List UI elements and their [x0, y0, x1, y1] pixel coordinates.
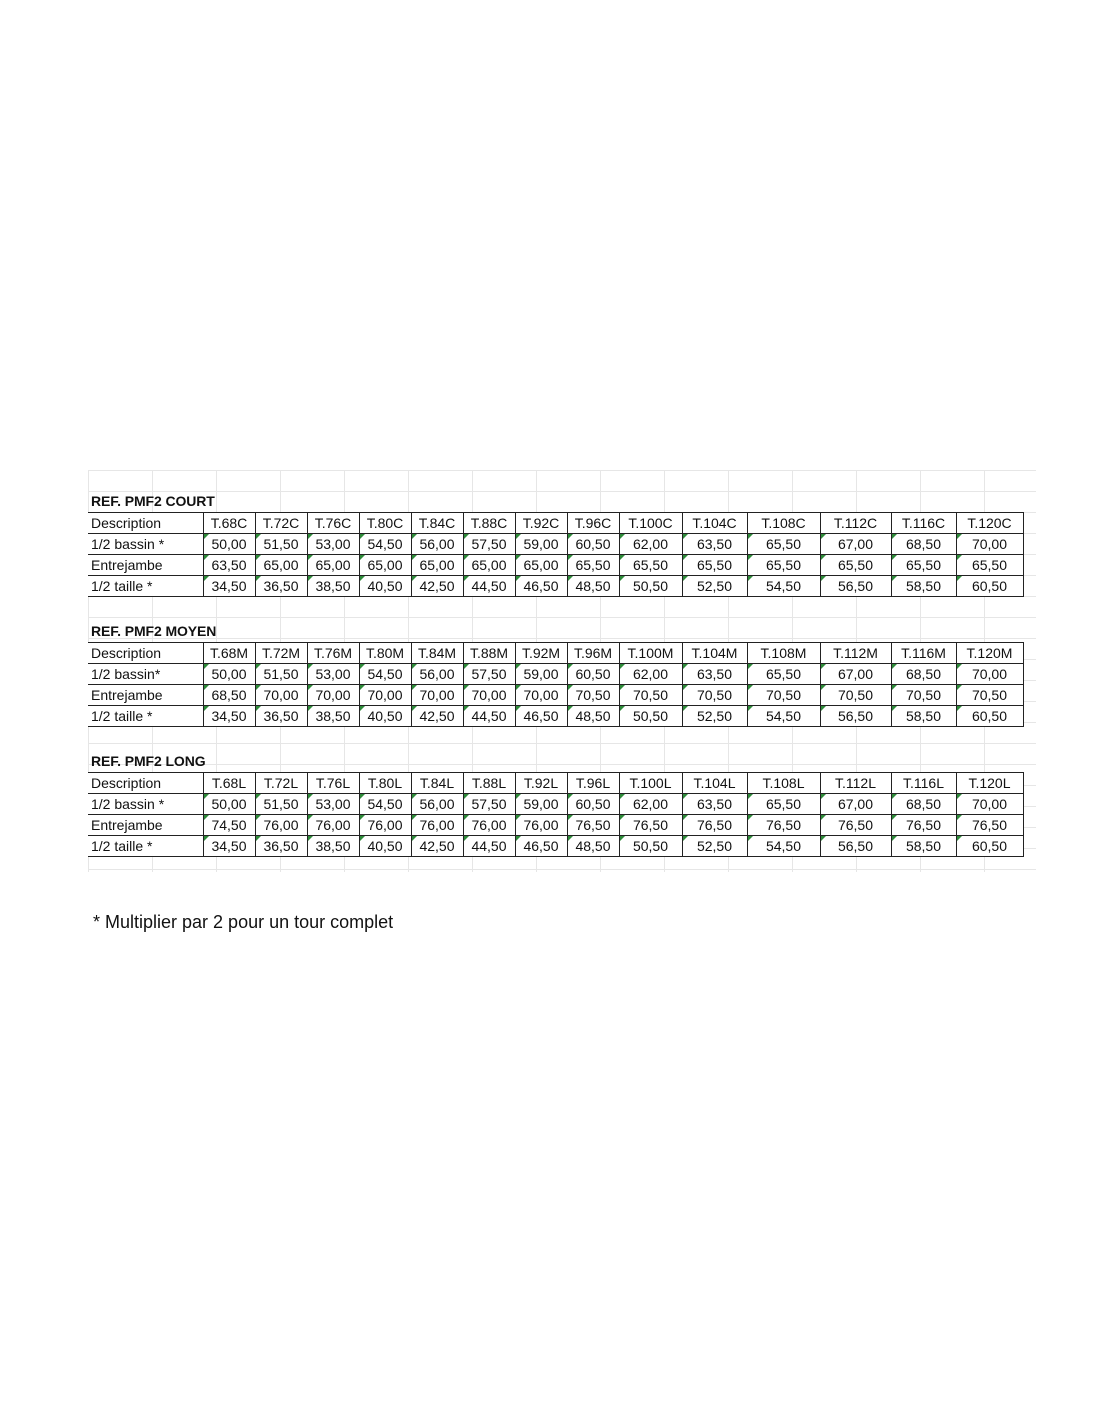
measure-cell: 65,50: [682, 555, 747, 576]
measure-cell: 70,50: [567, 685, 619, 706]
measure-cell: 60,50: [956, 706, 1023, 727]
section-title: REF. PMF2 MOYEN: [91, 623, 217, 639]
size-header-cell: T.84M: [411, 643, 463, 664]
measure-cell: 59,00: [515, 664, 567, 685]
measure-cell: 48,50: [567, 836, 619, 857]
size-header-cell: T.112M: [820, 643, 891, 664]
measure-cell: 65,00: [411, 555, 463, 576]
measure-cell: 70,50: [682, 685, 747, 706]
measure-cell: 65,50: [747, 555, 820, 576]
measure-cell: 60,50: [567, 534, 619, 555]
section-long: [88, 750, 1036, 857]
measure-cell: 70,50: [891, 685, 956, 706]
size-header-cell: T.112L: [820, 773, 891, 794]
table-row: [88, 534, 1023, 555]
measure-cell: 70,50: [747, 685, 820, 706]
measure-cell: 53,00: [307, 794, 359, 815]
size-header-cell: T.68C: [203, 513, 255, 534]
measure-cell: 56,50: [820, 576, 891, 597]
section-title: REF. PMF2 LONG: [91, 753, 206, 769]
section-title: REF. PMF2 COURT: [91, 493, 215, 509]
measure-cell: 48,50: [567, 576, 619, 597]
measure-cell: 50,50: [619, 836, 682, 857]
size-header-cell: T.116C: [891, 513, 956, 534]
measure-cell: 65,00: [307, 555, 359, 576]
measure-cell: 76,50: [567, 815, 619, 836]
measure-cell: 50,00: [203, 794, 255, 815]
size-header-cell: T.96M: [567, 643, 619, 664]
measure-cell: 76,50: [747, 815, 820, 836]
size-table-court: [88, 512, 1024, 597]
measure-cell: 65,50: [747, 664, 820, 685]
size-header-cell: T.92C: [515, 513, 567, 534]
measure-cell: 59,00: [515, 794, 567, 815]
measure-cell: 70,00: [956, 794, 1023, 815]
measure-cell: 46,50: [515, 836, 567, 857]
size-header-cell: T.84C: [411, 513, 463, 534]
table-row: [88, 664, 1023, 685]
measure-cell: 76,00: [411, 815, 463, 836]
measure-cell: 70,00: [359, 685, 411, 706]
measure-cell: 36,50: [255, 836, 307, 857]
measure-cell: 50,50: [619, 706, 682, 727]
table-row: [88, 836, 1023, 857]
size-header-cell: T.116M: [891, 643, 956, 664]
size-header-cell: T.72C: [255, 513, 307, 534]
measure-cell: 62,00: [619, 534, 682, 555]
measure-cell: 38,50: [307, 706, 359, 727]
measure-cell: 58,50: [891, 836, 956, 857]
measure-cell: 60,50: [567, 664, 619, 685]
measure-cell: 38,50: [307, 576, 359, 597]
measure-cell: 40,50: [359, 576, 411, 597]
measure-cell: 56,00: [411, 794, 463, 815]
table-row: [88, 643, 1023, 664]
measure-cell: 58,50: [891, 706, 956, 727]
row-label: Entrejambe: [88, 815, 203, 836]
row-label: 1/2 taille *: [88, 576, 203, 597]
row-label: 1/2 bassin*: [88, 664, 203, 685]
measure-cell: 57,50: [463, 534, 515, 555]
measure-cell: 65,50: [567, 555, 619, 576]
measure-cell: 70,00: [411, 685, 463, 706]
table-row: [88, 815, 1023, 836]
measure-cell: 56,50: [820, 706, 891, 727]
size-header-cell: T.80L: [359, 773, 411, 794]
measure-cell: 40,50: [359, 836, 411, 857]
size-header-cell: T.104L: [682, 773, 747, 794]
measure-cell: 56,00: [411, 664, 463, 685]
measure-cell: 52,50: [682, 706, 747, 727]
measure-cell: 34,50: [203, 836, 255, 857]
measure-cell: 68,50: [891, 664, 956, 685]
measure-cell: 51,50: [255, 794, 307, 815]
row-label: 1/2 bassin *: [88, 534, 203, 555]
size-table-long: [88, 772, 1024, 857]
size-header-cell: T.100M: [619, 643, 682, 664]
measure-cell: 76,00: [359, 815, 411, 836]
measure-cell: 54,50: [747, 836, 820, 857]
measure-cell: 57,50: [463, 794, 515, 815]
measure-cell: 76,50: [956, 815, 1023, 836]
measure-cell: 44,50: [463, 706, 515, 727]
measure-cell: 34,50: [203, 576, 255, 597]
section-court: [88, 490, 1036, 597]
measure-cell: 38,50: [307, 836, 359, 857]
measure-cell: 48,50: [567, 706, 619, 727]
measure-cell: 76,00: [307, 815, 359, 836]
measure-cell: 67,00: [820, 534, 891, 555]
table-row: [88, 706, 1023, 727]
size-header-cell: T.80M: [359, 643, 411, 664]
measure-cell: 76,00: [463, 815, 515, 836]
measure-cell: 68,50: [891, 794, 956, 815]
measure-cell: 51,50: [255, 664, 307, 685]
measure-cell: 46,50: [515, 576, 567, 597]
measure-cell: 63,50: [682, 664, 747, 685]
measure-cell: 67,00: [820, 794, 891, 815]
measure-cell: 65,00: [515, 555, 567, 576]
measure-cell: 76,00: [255, 815, 307, 836]
measure-cell: 36,50: [255, 706, 307, 727]
size-header-cell: T.76C: [307, 513, 359, 534]
size-header-cell: T.84L: [411, 773, 463, 794]
measure-cell: 60,50: [567, 794, 619, 815]
table-row: [88, 576, 1023, 597]
measure-cell: 65,50: [820, 555, 891, 576]
measure-cell: 59,00: [515, 534, 567, 555]
measure-cell: 65,50: [747, 534, 820, 555]
size-header-cell: T.92L: [515, 773, 567, 794]
section-moyen: [88, 620, 1036, 727]
measure-cell: 62,00: [619, 794, 682, 815]
measure-cell: 76,50: [682, 815, 747, 836]
measure-cell: 70,00: [307, 685, 359, 706]
measure-cell: 76,50: [891, 815, 956, 836]
measure-cell: 74,50: [203, 815, 255, 836]
size-header-cell: T.76L: [307, 773, 359, 794]
size-header-cell: T.100L: [619, 773, 682, 794]
measure-cell: 53,00: [307, 534, 359, 555]
table-row: [88, 555, 1023, 576]
footnote: * Multiplier par 2 pour un tour complet: [93, 912, 394, 932]
measure-cell: 76,50: [619, 815, 682, 836]
measure-cell: 44,50: [463, 836, 515, 857]
size-header-cell: T.72L: [255, 773, 307, 794]
measure-cell: 70,00: [956, 534, 1023, 555]
measure-cell: 76,00: [515, 815, 567, 836]
measure-cell: 62,00: [619, 664, 682, 685]
size-header-cell: T.76M: [307, 643, 359, 664]
measure-cell: 40,50: [359, 706, 411, 727]
size-header-cell: T.108L: [747, 773, 820, 794]
row-label: 1/2 taille *: [88, 706, 203, 727]
measure-cell: 57,50: [463, 664, 515, 685]
size-header-cell: T.80C: [359, 513, 411, 534]
size-header-cell: T.72M: [255, 643, 307, 664]
row-label: Entrejambe: [88, 555, 203, 576]
measure-cell: 52,50: [682, 836, 747, 857]
measure-cell: 76,50: [820, 815, 891, 836]
measure-cell: 54,50: [747, 576, 820, 597]
measure-cell: 50,00: [203, 534, 255, 555]
size-header-cell: T.92M: [515, 643, 567, 664]
row-label: 1/2 taille *: [88, 836, 203, 857]
size-header-cell: T.88L: [463, 773, 515, 794]
size-header-cell: T.96C: [567, 513, 619, 534]
size-header-cell: T.68M: [203, 643, 255, 664]
table-row: [88, 685, 1023, 706]
row-label: 1/2 bassin *: [88, 794, 203, 815]
measure-cell: 67,00: [820, 664, 891, 685]
measure-cell: 54,50: [359, 794, 411, 815]
measure-cell: 46,50: [515, 706, 567, 727]
measure-cell: 65,00: [463, 555, 515, 576]
size-header-cell: T.88M: [463, 643, 515, 664]
size-header-cell: T.100C: [619, 513, 682, 534]
measure-cell: 65,50: [747, 794, 820, 815]
measure-cell: 70,50: [820, 685, 891, 706]
measure-cell: 63,50: [682, 794, 747, 815]
measure-cell: 60,50: [956, 836, 1023, 857]
measure-cell: 65,50: [956, 555, 1023, 576]
measure-cell: 65,00: [359, 555, 411, 576]
table-row: [88, 794, 1023, 815]
table-row: [88, 773, 1023, 794]
size-header-cell: T.120M: [956, 643, 1023, 664]
size-header-cell: T.104C: [682, 513, 747, 534]
size-header-cell: T.120C: [956, 513, 1023, 534]
measure-cell: 56,50: [820, 836, 891, 857]
size-table-moyen: [88, 642, 1024, 727]
size-header-cell: T.108C: [747, 513, 820, 534]
measure-cell: 63,50: [682, 534, 747, 555]
row-label: Description: [88, 773, 203, 794]
measure-cell: 70,50: [956, 685, 1023, 706]
measure-cell: 42,50: [411, 706, 463, 727]
measure-cell: 44,50: [463, 576, 515, 597]
measure-cell: 63,50: [203, 555, 255, 576]
measure-cell: 70,00: [956, 664, 1023, 685]
measure-cell: 54,50: [359, 664, 411, 685]
spreadsheet-area: [88, 470, 1036, 872]
row-label: Description: [88, 643, 203, 664]
size-header-cell: T.108M: [747, 643, 820, 664]
measure-cell: 42,50: [411, 836, 463, 857]
measure-cell: 42,50: [411, 576, 463, 597]
measure-cell: 60,50: [956, 576, 1023, 597]
size-header-cell: T.116L: [891, 773, 956, 794]
size-header-cell: T.96L: [567, 773, 619, 794]
measure-cell: 56,00: [411, 534, 463, 555]
measure-cell: 51,50: [255, 534, 307, 555]
measure-cell: 50,00: [203, 664, 255, 685]
measure-cell: 58,50: [891, 576, 956, 597]
size-header-cell: T.88C: [463, 513, 515, 534]
measure-cell: 50,50: [619, 576, 682, 597]
measure-cell: 36,50: [255, 576, 307, 597]
measure-cell: 70,00: [515, 685, 567, 706]
measure-cell: 70,00: [255, 685, 307, 706]
measure-cell: 53,00: [307, 664, 359, 685]
measure-cell: 34,50: [203, 706, 255, 727]
measure-cell: 52,50: [682, 576, 747, 597]
measure-cell: 65,50: [891, 555, 956, 576]
measure-cell: 54,50: [747, 706, 820, 727]
measure-cell: 70,50: [619, 685, 682, 706]
measure-cell: 65,50: [619, 555, 682, 576]
measure-cell: 68,50: [891, 534, 956, 555]
measure-cell: 54,50: [359, 534, 411, 555]
size-header-cell: T.112C: [820, 513, 891, 534]
measure-cell: 70,00: [463, 685, 515, 706]
size-header-cell: T.120L: [956, 773, 1023, 794]
row-label: Description: [88, 513, 203, 534]
size-header-cell: T.104M: [682, 643, 747, 664]
measure-cell: 65,00: [255, 555, 307, 576]
table-row: [88, 513, 1023, 534]
measure-cell: 68,50: [203, 685, 255, 706]
size-header-cell: T.68L: [203, 773, 255, 794]
row-label: Entrejambe: [88, 685, 203, 706]
